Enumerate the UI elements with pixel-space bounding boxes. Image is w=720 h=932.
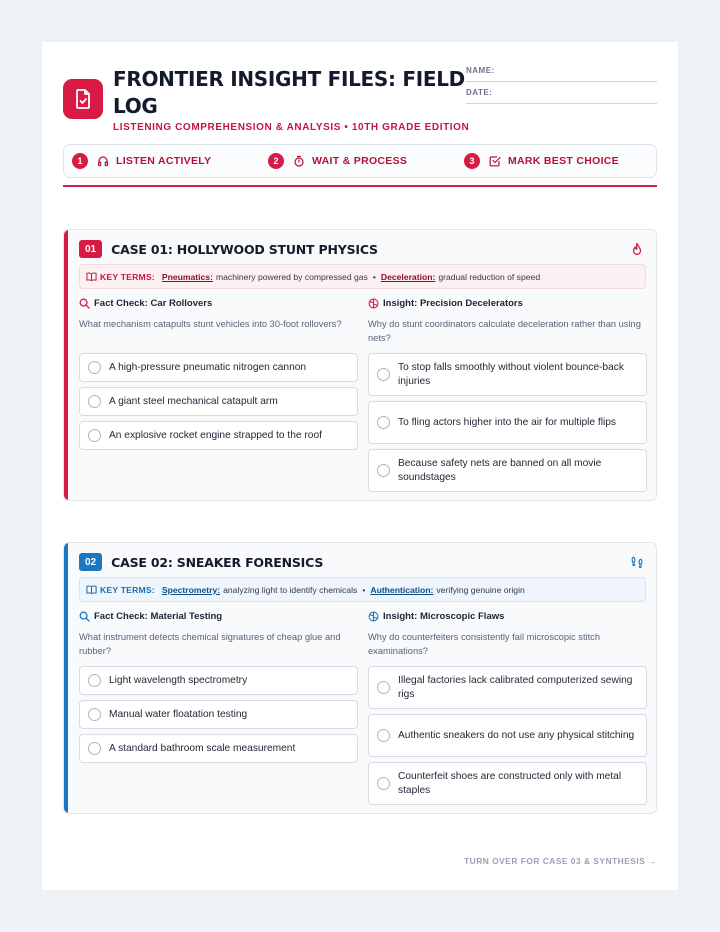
term-definition: analyzing light to identify chemicals (223, 584, 358, 595)
answer-option[interactable] (368, 353, 647, 396)
step-3 (464, 145, 619, 177)
step-number: 2 (268, 153, 284, 169)
case-title: CASE 01: HOLLYWOOD STUNT PHYSICS (111, 241, 378, 257)
page-title: FRONTIER INSIGHT FILES: FIELD LOG (113, 67, 465, 118)
key-terms-label: KEY TERMS: (100, 584, 155, 595)
radio-button[interactable] (88, 708, 101, 721)
term-word: Deceleration: (380, 271, 436, 282)
step-label: MARK BEST CHOICE (508, 155, 619, 167)
case-accent-bar (64, 543, 68, 813)
question-heading (79, 609, 358, 623)
question-text: Why do counterfeiters consistently fail microscopic stitch examinations? (368, 632, 600, 656)
flame-icon (630, 242, 644, 256)
key-terms-bar (79, 577, 646, 602)
answer-option[interactable] (79, 734, 358, 763)
question-heading-text: Insight: Microscopic Flaws (383, 610, 505, 622)
case-header (79, 553, 323, 571)
stopwatch-icon (293, 155, 305, 167)
radio-button[interactable] (88, 742, 101, 755)
brain-icon (368, 611, 379, 622)
answer-option[interactable] (368, 714, 647, 757)
turn-over-note: TURN OVER FOR CASE 03 & SYNTHESIS → (464, 856, 657, 866)
answer-text: A giant steel mechanical catapult arm (109, 395, 278, 407)
term-separator: • (372, 271, 376, 282)
case-number-badge: 02 (79, 553, 102, 571)
term-definition: verifying genuine origin (436, 584, 525, 595)
answer-text: A standard bathroom scale measurement (109, 742, 296, 754)
worksheet-page (42, 42, 678, 890)
header-divider (63, 185, 657, 187)
brain-icon (368, 298, 379, 309)
term-word: Authentication: (370, 584, 434, 595)
question-text: What instrument detects chemical signatures of cheap glue and rubber? (79, 632, 341, 656)
answer-text: Authentic sneakers do not use any physical stitching (398, 729, 635, 741)
book-open-icon (86, 584, 97, 595)
answer-options (368, 666, 647, 805)
answer-text: To stop falls smoothly without violent bounce-back injuries (398, 361, 624, 387)
radio-button[interactable] (377, 681, 390, 694)
step-label: WAIT & PROCESS (312, 155, 408, 167)
instruction-steps (63, 144, 657, 178)
headphones-icon (97, 155, 109, 167)
answer-text: An explosive rocket engine strapped to the roof (109, 429, 322, 441)
step-1 (72, 145, 211, 177)
radio-button[interactable] (377, 464, 390, 477)
term-word: Pneumatics: (161, 271, 213, 282)
search-icon (79, 611, 90, 622)
radio-button[interactable] (377, 777, 390, 790)
radio-button[interactable] (88, 361, 101, 374)
answer-options (368, 353, 647, 492)
step-number: 1 (72, 153, 88, 169)
radio-button[interactable] (88, 395, 101, 408)
answer-option[interactable] (79, 387, 358, 416)
key-terms-bar (79, 264, 646, 289)
question-text: What mechanism catapults stunt vehicles into 30-foot rollovers? (79, 319, 342, 329)
answer-text: Manual water floatation testing (109, 708, 248, 720)
question-heading (368, 296, 647, 310)
answer-option[interactable] (79, 353, 358, 382)
case-number-badge: 01 (79, 240, 102, 258)
answer-options (79, 666, 358, 763)
case-accent-bar (64, 230, 68, 500)
term-word: Spectrometry: (161, 584, 221, 595)
case-card-02 (63, 542, 657, 814)
case-card-01 (63, 229, 657, 501)
radio-button[interactable] (377, 729, 390, 742)
answer-option[interactable] (368, 401, 647, 444)
checkbox-icon (489, 155, 501, 167)
step-label: LISTEN ACTIVELY (116, 155, 212, 167)
search-icon (79, 298, 90, 309)
question-heading (368, 609, 647, 623)
document-check-icon (63, 79, 103, 119)
answer-option[interactable] (368, 666, 647, 709)
answer-text: Light wavelength spectrometry (109, 674, 248, 686)
answer-option[interactable] (79, 421, 358, 450)
radio-button[interactable] (88, 674, 101, 687)
answer-text: A high-pressure pneumatic nitrogen cannon (109, 361, 307, 373)
answer-option[interactable] (79, 700, 358, 729)
answer-text: To fling actors higher into the air for multiple flips (398, 416, 617, 428)
fact-check-question (79, 609, 358, 763)
answer-option[interactable] (368, 449, 647, 492)
book-open-icon (86, 271, 97, 282)
question-heading (79, 296, 358, 310)
case-header (79, 240, 378, 258)
question-text: Why do stunt coordinators calculate deceleration rather than using nets? (368, 319, 641, 343)
answer-option[interactable] (368, 762, 647, 805)
term-definition: gradual reduction of speed (438, 271, 541, 282)
key-terms-label: KEY TERMS: (100, 271, 155, 282)
answer-text: Illegal factories lack calibrated computerized sewing rigs (398, 674, 633, 700)
name-field[interactable]: NAME: (466, 66, 657, 82)
radio-button[interactable] (377, 416, 390, 429)
term-separator: • (362, 584, 366, 595)
question-heading-text: Insight: Precision Decelerators (383, 297, 523, 309)
step-number: 3 (464, 153, 480, 169)
answer-option[interactable] (79, 666, 358, 695)
date-field[interactable]: DATE: (466, 88, 657, 104)
answer-text: Because safety nets are banned on all movie soundstages (398, 457, 602, 483)
step-2 (268, 145, 407, 177)
insight-question (368, 296, 647, 492)
answer-text: Counterfeit shoes are constructed only with metal staples (398, 770, 622, 796)
answer-options (79, 353, 358, 450)
fact-check-question (79, 296, 358, 450)
question-heading-text: Fact Check: Car Rollovers (94, 297, 213, 309)
page-subtitle: LISTENING COMPREHENSION & ANALYSIS • 10TH GRADE EDITION (113, 122, 470, 133)
case-title: CASE 02: SNEAKER FORENSICS (111, 554, 324, 570)
radio-button[interactable] (377, 368, 390, 381)
term-definition: machinery powered by compressed gas (215, 271, 368, 282)
radio-button[interactable] (88, 429, 101, 442)
question-heading-text: Fact Check: Material Testing (94, 610, 223, 622)
insight-question (368, 609, 647, 805)
footprints-icon (630, 555, 644, 569)
